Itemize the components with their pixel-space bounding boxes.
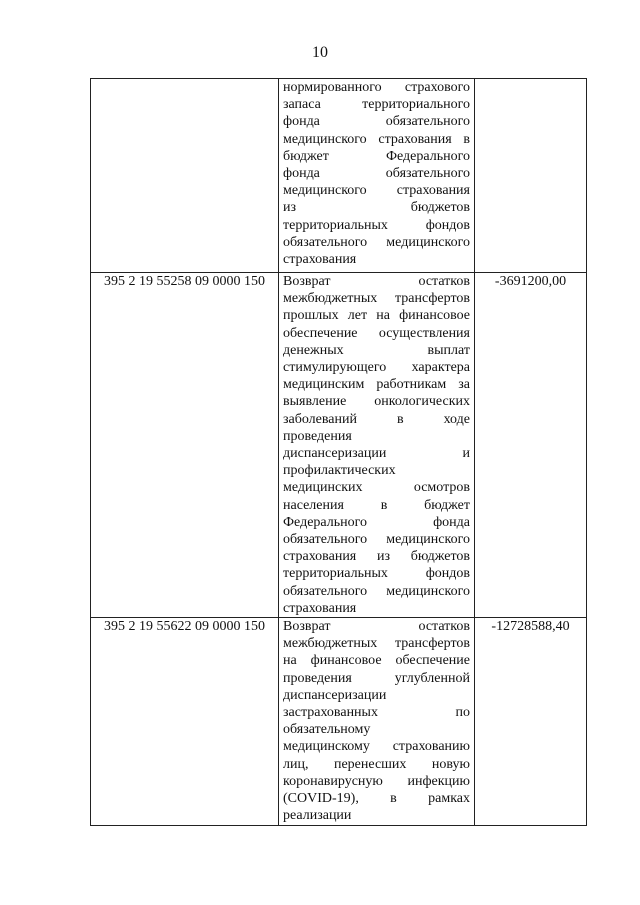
text-line: на финансовое обеспечение bbox=[283, 653, 470, 669]
text-line: выявление онкологических bbox=[283, 394, 470, 410]
text-line: обязательного медицинского bbox=[283, 532, 470, 548]
table-row bbox=[91, 273, 587, 618]
text-line: медицинским работникам за bbox=[283, 377, 470, 393]
text-line: фонда обязательного bbox=[283, 166, 470, 182]
text-line: Возврат остатков bbox=[283, 274, 470, 289]
text-line: медицинского страхования в bbox=[283, 131, 470, 147]
budget-code-cell: 395 2 19 55258 09 0000 150 bbox=[91, 273, 279, 618]
text-line: реализации bbox=[283, 808, 352, 824]
amount-cell bbox=[475, 79, 587, 273]
income-name-cell bbox=[279, 618, 475, 825]
text-line: из бюджетов bbox=[283, 200, 470, 216]
text-line: денежных выплат bbox=[283, 342, 470, 358]
text-line: прошлых лет на финансовое bbox=[283, 308, 470, 324]
text-line: обеспечение осуществления bbox=[283, 325, 470, 341]
text-line: территориальных фондов bbox=[283, 566, 470, 582]
text-line: нормированного страхового bbox=[283, 80, 470, 95]
text-line: лиц, перенесших новую bbox=[283, 756, 470, 772]
text-line: страхования из бюджетов bbox=[283, 549, 470, 565]
text-line: диспансеризации bbox=[283, 687, 387, 703]
table-row bbox=[91, 618, 587, 825]
budget-code-cell: 395 2 19 55622 09 0000 150 bbox=[91, 618, 279, 825]
budget-code-cell bbox=[91, 79, 279, 273]
amount-cell: -3691200,00 bbox=[475, 273, 587, 618]
text-line: страхования bbox=[283, 600, 357, 616]
page-number: 10 bbox=[312, 44, 328, 61]
text-line: обязательного медицинского bbox=[283, 234, 470, 250]
text-line: медицинских осмотров bbox=[283, 480, 470, 496]
text-line: межбюджетных трансфертов bbox=[283, 291, 470, 307]
text-line: медицинского страхования bbox=[283, 183, 470, 199]
income-name-cell bbox=[279, 273, 475, 618]
text-line: стимулирующего характера bbox=[283, 360, 470, 376]
text-line: страхования bbox=[283, 252, 357, 268]
income-name-cell bbox=[279, 79, 475, 273]
text-line: бюджет Федерального bbox=[283, 148, 470, 164]
text-line: (COVID-19), в рамках bbox=[283, 791, 470, 807]
text-line: застрахованных по bbox=[283, 705, 470, 721]
text-line: профилактических bbox=[283, 463, 396, 479]
budget-table bbox=[90, 78, 587, 826]
text-line: межбюджетных трансфертов bbox=[283, 636, 470, 652]
text-line: населения в бюджет bbox=[283, 497, 470, 513]
text-line: обязательного медицинского bbox=[283, 583, 470, 599]
text-line: заболеваний в ходе bbox=[283, 411, 470, 427]
text-line: Возврат остатков bbox=[283, 619, 470, 635]
text-line: территориальных фондов bbox=[283, 217, 470, 233]
text-line: Федерального фонда bbox=[283, 514, 470, 530]
text-line: проведения bbox=[283, 428, 352, 444]
text-line: запаса территориального bbox=[283, 97, 470, 113]
amount-cell: -12728588,40 bbox=[475, 618, 587, 825]
table-row bbox=[91, 79, 587, 273]
text-line: медицинскому страхованию bbox=[283, 739, 470, 755]
text-line: коронавирусную инфекцию bbox=[283, 773, 470, 789]
text-line: фонда обязательного bbox=[283, 114, 470, 130]
text-line: проведения углубленной bbox=[283, 670, 470, 686]
text-line: диспансеризации и bbox=[283, 446, 470, 462]
text-line: обязательному bbox=[283, 722, 371, 738]
